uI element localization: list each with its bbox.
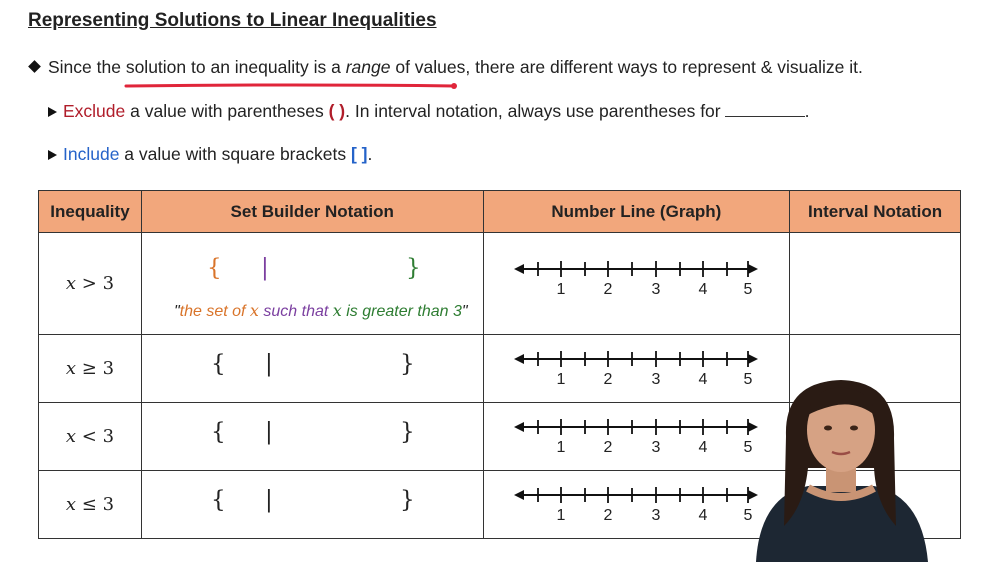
inequality-num: 3 <box>102 426 115 447</box>
set-open-brace: { <box>206 255 222 281</box>
tick-label: 4 <box>698 439 707 456</box>
main-bullet-underlined: solution to an inequality is a <box>125 57 346 77</box>
highlight-underline-icon <box>124 83 460 89</box>
number-line-cell <box>483 335 790 403</box>
inequality-op: < <box>81 426 97 447</box>
exclude-text-end: . <box>804 101 810 121</box>
inequality-op: > <box>81 273 97 294</box>
right-arrow-icon <box>748 264 758 274</box>
number-line-graph <box>510 481 765 531</box>
tick-label: 1 <box>556 439 565 456</box>
set-builder-cell <box>141 335 483 403</box>
parentheses-symbol: ( ) <box>328 101 346 121</box>
main-bullet-italic: range <box>345 57 391 77</box>
set-bar: | <box>260 255 269 281</box>
desc-greater-than: is greater than 3 <box>341 303 462 320</box>
tick-label: 1 <box>556 507 565 524</box>
tick-label: 5 <box>743 281 752 298</box>
tick-label: 2 <box>603 281 612 298</box>
triangle-bullet-icon <box>48 150 57 160</box>
tick-label: 5 <box>743 439 752 456</box>
header-interval-notation: Interval Notation <box>790 191 961 233</box>
exclude-keyword: Exclude <box>63 101 126 121</box>
right-arrow-icon <box>748 354 758 364</box>
set-builder-cell <box>141 233 483 335</box>
inequality-num: 3 <box>102 273 115 294</box>
tick-label: 5 <box>743 507 752 524</box>
inequality-var: x <box>65 494 77 515</box>
main-bullet <box>30 57 863 78</box>
include-keyword: Include <box>63 144 120 164</box>
inequality-num: 3 <box>102 358 115 379</box>
main-bullet-text-3: , there are different ways to represent & visualize it. <box>465 57 863 77</box>
set-open-brace: { <box>210 351 226 377</box>
interval-notation-cell <box>790 233 961 335</box>
inequality-cell <box>39 233 142 335</box>
tick-label: 1 <box>556 371 565 388</box>
left-arrow-icon <box>514 490 524 500</box>
tick-label: 2 <box>603 507 612 524</box>
set-open-brace: { <box>210 487 226 513</box>
number-line-graph <box>510 413 765 463</box>
left-arrow-icon <box>514 264 524 274</box>
tick-label: 1 <box>556 281 565 298</box>
main-bullet-text-1: Since the <box>48 57 126 77</box>
set-open-brace: { <box>210 419 226 445</box>
tick-label: 5 <box>743 371 752 388</box>
inequality-num: 3 <box>102 494 115 515</box>
tick-label: 4 <box>698 371 707 388</box>
diamond-bullet-icon <box>28 60 41 73</box>
desc-set-of: the set of <box>179 303 250 320</box>
brackets-symbol: [ ] <box>350 144 368 164</box>
number-line-cell <box>483 233 790 335</box>
tick-label: 3 <box>651 507 660 524</box>
inequality-var: x <box>65 426 77 447</box>
sub-bullet-include <box>48 144 372 165</box>
table-header-row <box>39 191 961 233</box>
tick-label: 3 <box>651 281 660 298</box>
inequality-var: x <box>65 273 77 294</box>
inequality-cell <box>39 403 142 471</box>
exclude-text-2: . In interval notation, always use parentheses for <box>345 101 721 121</box>
include-text-2: . <box>367 144 373 164</box>
number-line-graph <box>510 345 765 395</box>
set-builder-cell <box>141 471 483 539</box>
inequality-cell <box>39 471 142 539</box>
inequality-op: ≥ <box>81 358 97 379</box>
quote-open: " <box>173 303 180 320</box>
tick-label: 2 <box>603 371 612 388</box>
inequality-op: ≤ <box>81 494 97 515</box>
tick-label: 4 <box>698 281 707 298</box>
set-close-brace: } <box>399 487 415 513</box>
include-text-1: a value with square brackets <box>119 144 351 164</box>
set-bar: | <box>264 487 273 513</box>
tick-label: 2 <box>603 439 612 456</box>
set-close-brace: } <box>399 351 415 377</box>
fill-in-blank <box>725 103 805 117</box>
table-row <box>39 233 961 335</box>
desc-such-that: such that <box>258 303 333 320</box>
header-set-builder: Set Builder Notation <box>141 191 483 233</box>
header-number-line: Number Line (Graph) <box>483 191 790 233</box>
inequality-cell <box>39 335 142 403</box>
set-close-brace: } <box>405 255 421 281</box>
set-bar: | <box>264 419 273 445</box>
desc-x1: x <box>249 301 259 320</box>
quote-close: " <box>461 303 468 320</box>
sub-bullet-exclude <box>48 101 810 122</box>
desc-x2: x <box>332 301 342 320</box>
left-arrow-icon <box>514 422 524 432</box>
triangle-bullet-icon <box>48 107 57 117</box>
set-bar: | <box>264 351 273 377</box>
header-inequality: Inequality <box>39 191 142 233</box>
main-bullet-text-2: of values <box>390 57 466 77</box>
tick-label: 3 <box>651 439 660 456</box>
inequality-var: x <box>65 358 77 379</box>
set-builder-cell <box>141 403 483 471</box>
set-close-brace: } <box>399 419 415 445</box>
number-line-cell <box>483 403 790 471</box>
tick-label: 4 <box>698 507 707 524</box>
exclude-text-1: a value with parentheses <box>125 101 329 121</box>
tick-label: 3 <box>651 371 660 388</box>
number-line-graph <box>510 255 765 305</box>
number-line-cell <box>483 471 790 539</box>
presenter-video-overlay <box>746 376 936 562</box>
left-arrow-icon <box>514 354 524 364</box>
set-builder-description <box>174 301 468 321</box>
page-title: Representing Solutions to Linear Inequalities <box>28 10 437 31</box>
